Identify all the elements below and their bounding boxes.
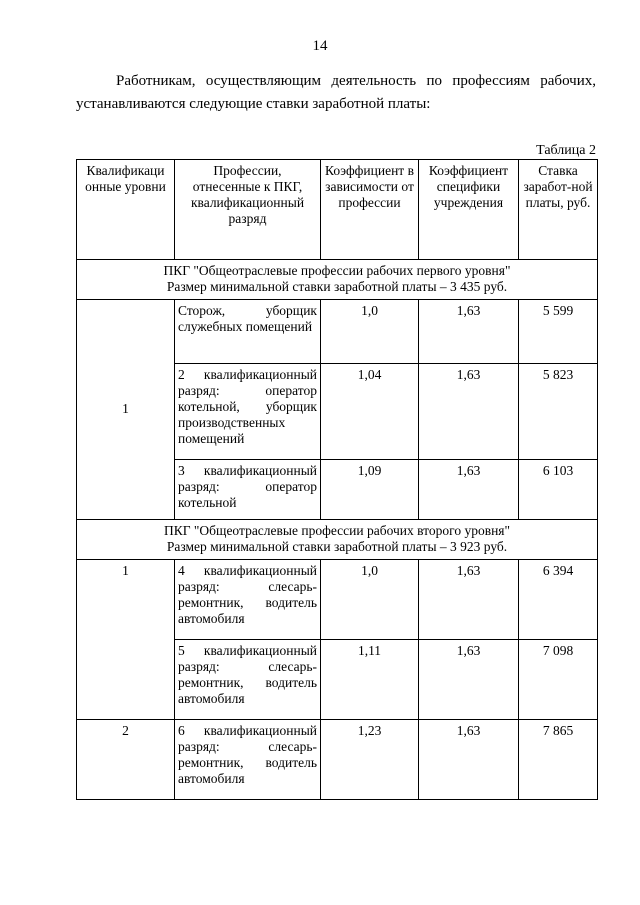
profession-cell: 5 квалификационный разряд: слесарь-ремонтник, водитель автомобиля [175,640,321,720]
table-row [77,720,598,800]
coef-cell: 1,04 [321,364,419,460]
table-row [77,560,598,640]
group-title: ПКГ "Общеотраслевые профессии рабочих второго уровня" [163,523,511,538]
header-level: Квалификаци онные уровни [77,160,175,260]
group-header [77,260,598,300]
header-profession: Профессии, отнесенные к ПКГ, квалификационный разряд [175,160,321,260]
table-header-row [77,160,598,260]
profession-cell: 2 квалификационный разряд: оператор котельной, уборщик производственных помещений [175,364,321,460]
coef-cell: 1,0 [321,560,419,640]
rate-cell: 7 865 [519,720,598,800]
table-row [77,300,598,364]
profession-cell: 3 квалификационный разряд: оператор котельной [175,460,321,520]
wage-rates-table [76,159,598,800]
spec-cell: 1,63 [419,364,519,460]
spec-cell: 1,63 [419,560,519,640]
rate-cell: 5 823 [519,364,598,460]
profession-cell: Сторож, уборщик служебных помещений [175,300,321,364]
profession-cell: 6 квалификационный разряд: слесарь-ремонтник, водитель автомобиля [175,720,321,800]
spec-cell: 1,63 [419,640,519,720]
page-number: 14 [312,38,328,54]
group-header-row [77,260,598,300]
coef-cell: 1,09 [321,460,419,520]
coef-cell: 1,23 [321,720,419,800]
group-min-rate: Размер минимальной ставки заработной платы – 3 435 руб. [166,279,508,294]
spec-cell: 1,63 [419,720,519,800]
rate-cell: 6 103 [519,460,598,520]
header-rate: Ставка заработ-ной платы, руб. [519,160,598,260]
rate-cell: 5 599 [519,300,598,364]
profession-cell: 4 квалификационный разряд: слесарь-ремонтник, водитель автомобиля [175,560,321,640]
intro-paragraph: Работникам, осуществляющим деятельность по профессиям рабочих, устанавливаются следующие ставки заработной платы: [76,73,596,112]
level-cell: 1 [77,300,175,520]
rate-cell: 7 098 [519,640,598,720]
spec-cell: 1,63 [419,300,519,364]
group-title: ПКГ "Общеотраслевые профессии рабочих первого уровня" [163,263,511,278]
rate-cell: 6 394 [519,560,598,640]
group-min-rate: Размер минимальной ставки заработной платы – 3 923 руб. [166,539,508,554]
table-label: Таблица 2 [536,143,596,158]
coef-cell: 1,11 [321,640,419,720]
group-header-row [77,520,598,560]
group-header [77,520,598,560]
level-cell: 1 [77,560,175,720]
spec-cell: 1,63 [419,460,519,520]
header-coef-profession: Коэффициент в зависимости от профессии [321,160,419,260]
level-cell: 2 [77,720,175,800]
coef-cell: 1,0 [321,300,419,364]
header-coef-institution: Коэффициент специфики учреждения [419,160,519,260]
